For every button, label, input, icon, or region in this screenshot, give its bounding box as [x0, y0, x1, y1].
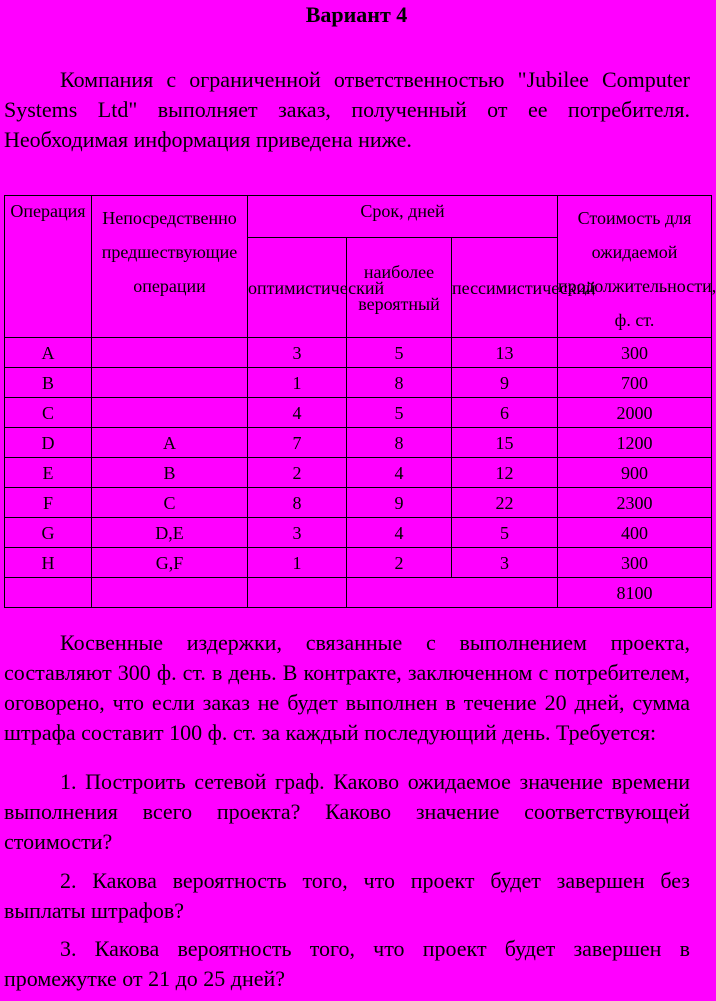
table-row: [5, 368, 712, 398]
cell-optimistic: 8: [248, 488, 347, 518]
table-total-row: [5, 578, 712, 608]
cell-optimistic: 7: [248, 428, 347, 458]
cell-most-likely: 8: [347, 368, 452, 398]
header-duration: Срок, дней: [248, 196, 558, 238]
cell-pessimistic: 13: [452, 338, 558, 368]
cell-operation: H: [5, 548, 92, 578]
cell-most-likely: 4: [347, 518, 452, 548]
table-row: [5, 488, 712, 518]
cell-optimistic: 3: [248, 518, 347, 548]
cell-most-likely: 5: [347, 398, 452, 428]
header-most-likely: наиболее вероятный: [347, 238, 452, 338]
cell-predecessors: [92, 398, 248, 428]
cell-operation: F: [5, 488, 92, 518]
cell-optimistic: 4: [248, 398, 347, 428]
cell-optimistic: 3: [248, 338, 347, 368]
cell-operation: E: [5, 458, 92, 488]
cell-operation: D: [5, 428, 92, 458]
cell-pessimistic: 15: [452, 428, 558, 458]
cell-cost: 1200: [558, 428, 712, 458]
cell-predecessors: A: [92, 428, 248, 458]
table-row: [5, 548, 712, 578]
cell-cost: 300: [558, 338, 712, 368]
cell-most-likely: 9: [347, 488, 452, 518]
header-predecessors: Непосредственно предшествующие операции: [92, 196, 248, 338]
cell-predecessors: C: [92, 488, 248, 518]
cell-most-likely: 8: [347, 428, 452, 458]
cell-total-cost: 8100: [558, 578, 712, 608]
cell-predecessors: [92, 338, 248, 368]
cell-operation: A: [5, 338, 92, 368]
cell-pessimistic: 9: [452, 368, 558, 398]
table-row: [5, 398, 712, 428]
cell-pessimistic: 5: [452, 518, 558, 548]
table-row: [5, 458, 712, 488]
cell-operation: C: [5, 398, 92, 428]
cell-optimistic: 1: [248, 368, 347, 398]
cell-operation: B: [5, 368, 92, 398]
table-row: [5, 428, 712, 458]
cell-pessimistic: 22: [452, 488, 558, 518]
question-3: 3. Какова вероятность того, что проект будет завершен в промежутке от 21 до 25 дней?: [4, 936, 690, 991]
question-2: 2. Какова вероятность того, что проект будет завершен без выплаты штрафов?: [4, 868, 690, 923]
cell-predecessors: [92, 368, 248, 398]
costs-paragraph: Косвенные издержки, связанные с выполнением проекта, составляют 300 ф. ст. в день. В контракте, заключенном с потребителем, оговорено, что если заказ не будет выполнен в течение 20 дней, сумма штрафа составит 100 ф. ст. за каждый последующий день. Требуется:: [4, 630, 690, 745]
cell-most-likely: 4: [347, 458, 452, 488]
cell-optimistic: 1: [248, 548, 347, 578]
cell-pessimistic: 3: [452, 548, 558, 578]
table-row: [5, 518, 712, 548]
cell-pessimistic: 6: [452, 398, 558, 428]
cell-predecessors: G,F: [92, 548, 248, 578]
header-operation: Операция: [5, 196, 92, 338]
cell-pessimistic: 12: [452, 458, 558, 488]
cell-cost: 700: [558, 368, 712, 398]
cell-operation: G: [5, 518, 92, 548]
cell-predecessors: D,E: [92, 518, 248, 548]
cell-cost: 2300: [558, 488, 712, 518]
cell-cost: 400: [558, 518, 712, 548]
cell-cost: 900: [558, 458, 712, 488]
cell-most-likely: 5: [347, 338, 452, 368]
cell-cost: 300: [558, 548, 712, 578]
page-title: Вариант 4: [305, 2, 408, 27]
intro-paragraph: Компания с ограниченной ответственностью "Jubilee Computer Systems Ltd" выполняет заказ, полученный от ее потребителя. Необходимая информация приведена ниже.: [4, 67, 690, 152]
cell-cost: 2000: [558, 398, 712, 428]
header-cost: Стоимость для ожидаемой продолжительности, ф. ст.: [558, 196, 712, 338]
header-pessimistic: пессимистический: [452, 238, 558, 338]
cell-optimistic: 2: [248, 458, 347, 488]
question-1: 1. Построить сетевой граф. Каково ожидаемое значение времени выполнения всего проекта? Каково значение соответствующей стоимости?: [4, 769, 690, 854]
table-row: [5, 338, 712, 368]
cell-most-likely: 2: [347, 548, 452, 578]
operations-table: [4, 195, 716, 608]
cell-predecessors: B: [92, 458, 248, 488]
header-optimistic: оптимистический: [248, 238, 347, 338]
